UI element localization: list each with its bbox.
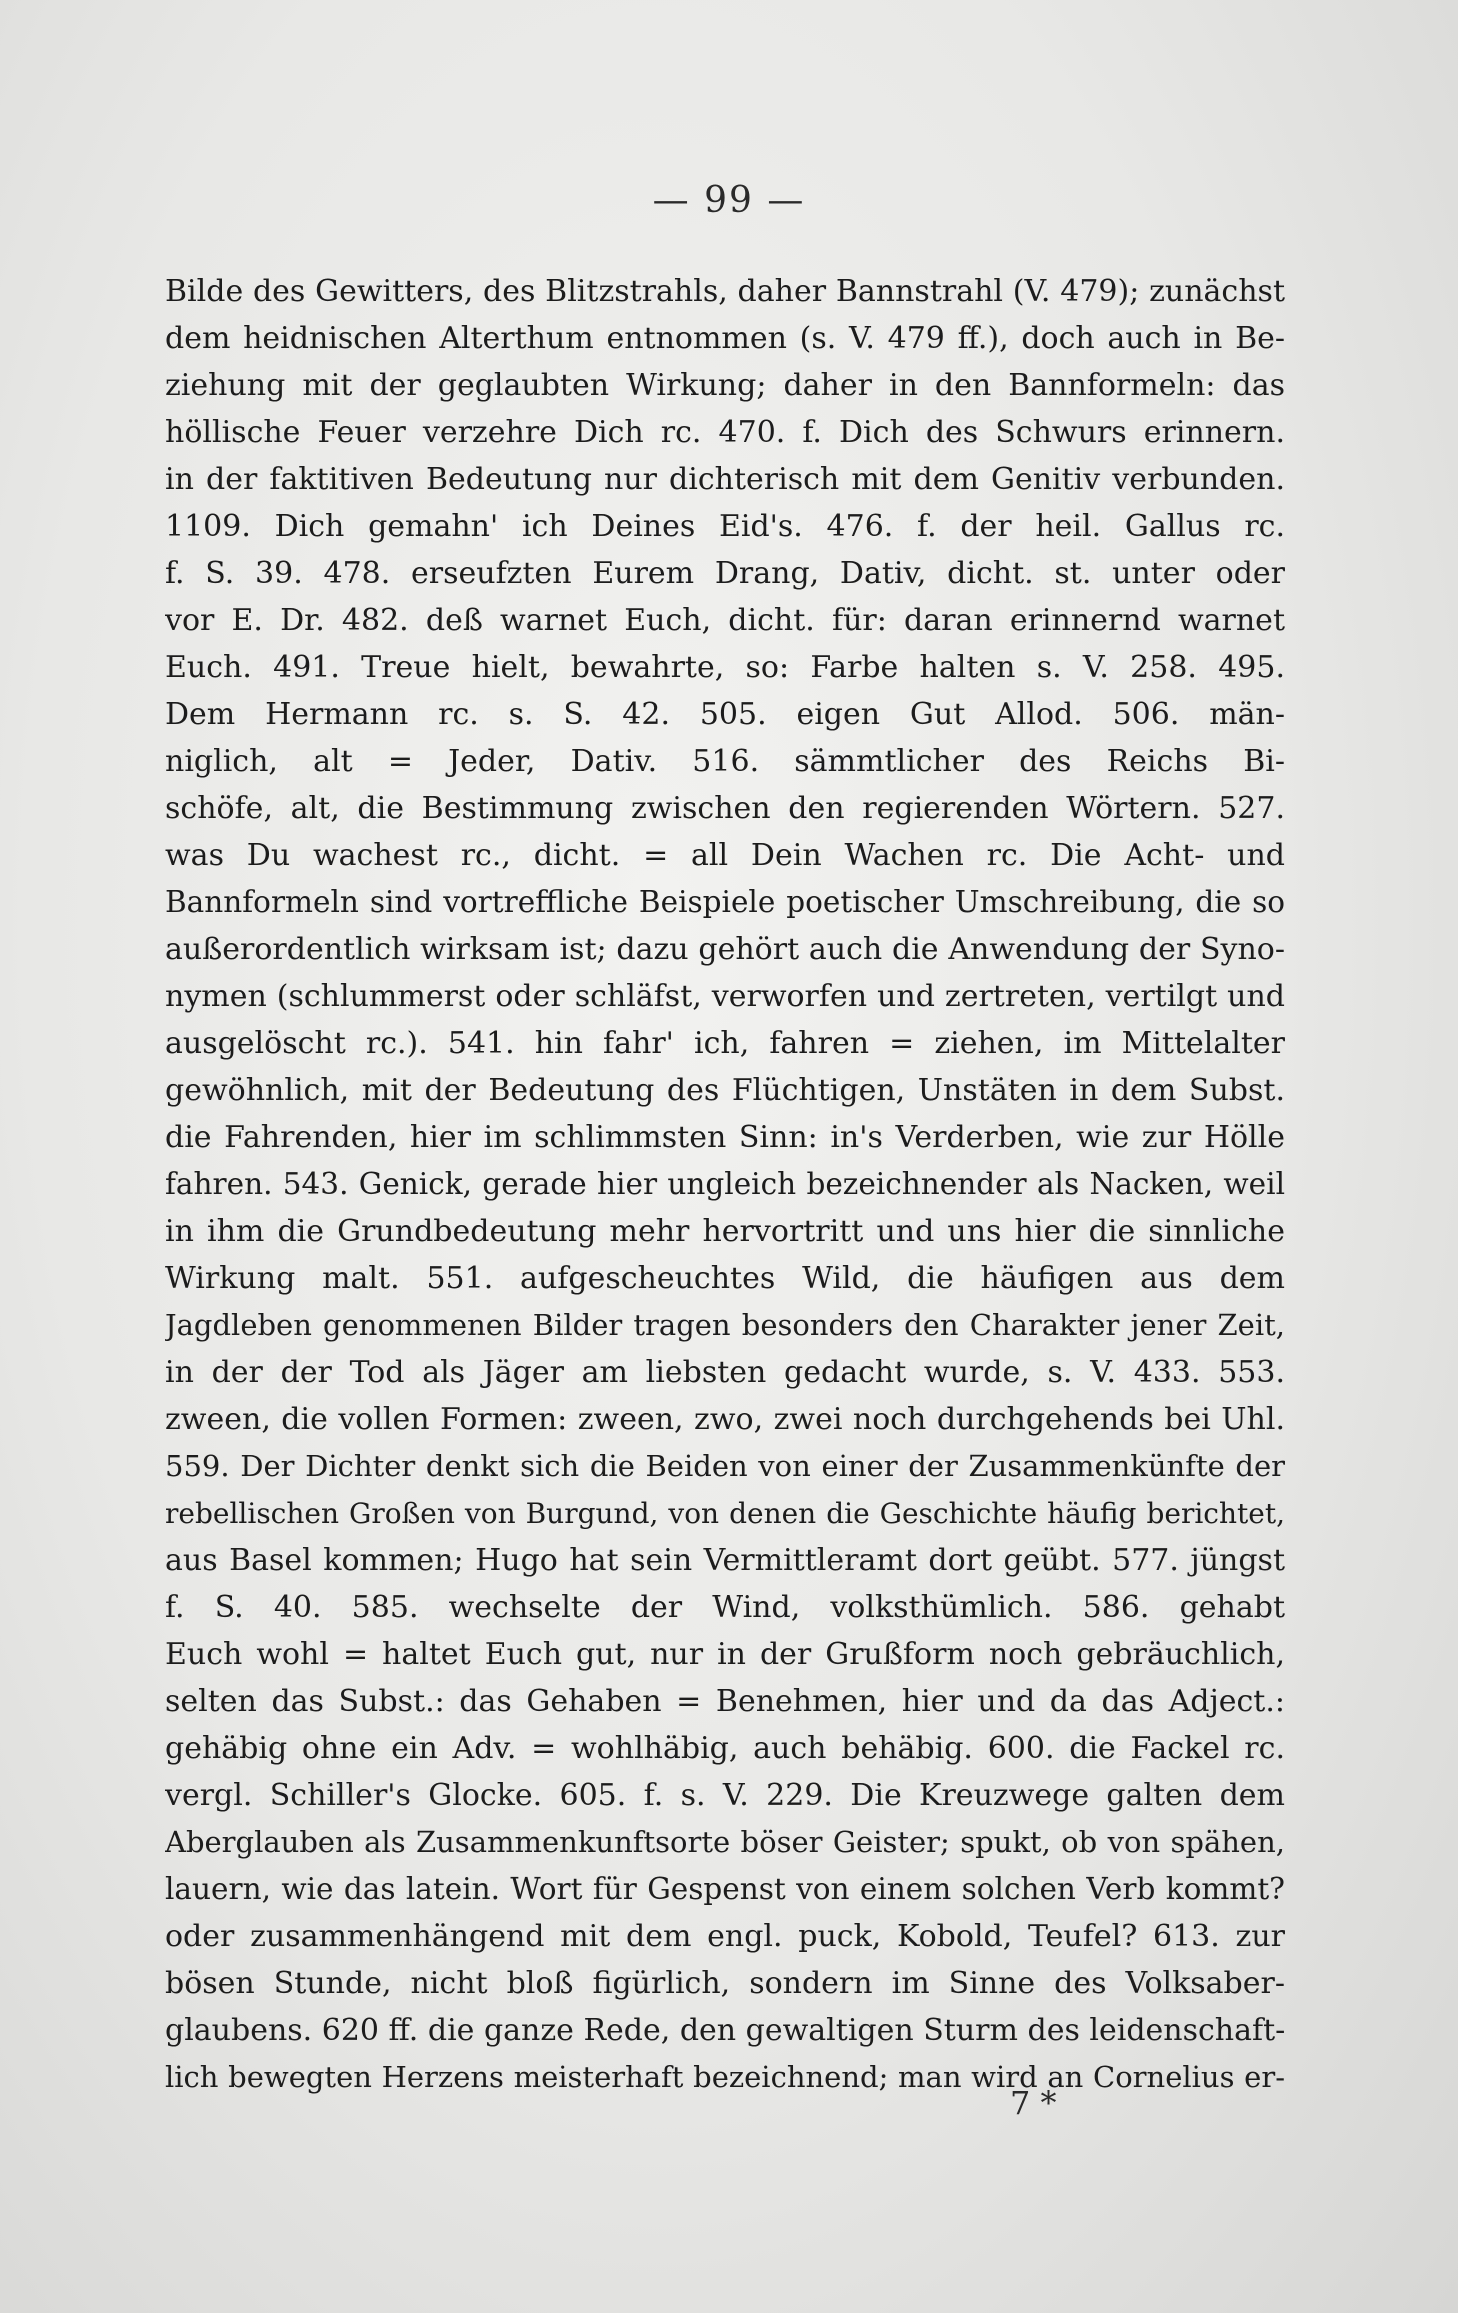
text-line: oder zusammenhängend mit dem engl. puck, Kobold, Teufel? 613. zur [165,1919,1285,1954]
text-line: Jagdleben genommenen Bilder tragen besonders den Charakter jener Zeit, [165,1308,1285,1342]
text-line: zween, die vollen Formen: zween, zwo, zwei noch durchgehends bei Uhl. [165,1402,1285,1437]
text-line: Dem Hermann rc. s. S. 42. 505. eigen Gut Allod. 506. män- [165,697,1285,732]
text-line: gewöhnlich, mit der Bedeutung des Flüchtigen, Unstäten in dem Subst. [165,1073,1285,1108]
text-line: bösen Stunde, nicht bloß figürlich, sondern im Sinne des Volksaber- [165,1966,1285,2001]
text-line: 1109. Dich gemahn' ich Deines Eid's. 476. f. der heil. Gallus rc. [165,509,1285,544]
text-line: Euch. 491. Treue hielt, bewahrte, so: Farbe halten s. V. 258. 495. [165,650,1285,685]
text-line: rebellischen Großen von Burgund, von denen die Geschichte häufig berichtet, [165,1497,1285,1530]
text-line: niglich, alt = Jeder, Dativ. 516. sämmtlicher des Reichs Bi- [165,744,1285,779]
text-line: dem heidnischen Alterthum entnommen (s. V. 479 ff.), doch auch in Be- [165,321,1285,356]
text-line: in der faktitiven Bedeutung nur dichterisch mit dem Genitiv verbunden. [165,462,1285,497]
text-line: fahren. 543. Genick, gerade hier ungleich bezeichnender als Nacken, weil [165,1167,1285,1201]
text-line: was Du wachest rc., dicht. = all Dein Wachen rc. Die Acht- und [165,838,1285,873]
text-line: aus Basel kommen; Hugo hat sein Vermittleramt dort geübt. 577. jüngst [165,1543,1285,1578]
text-line: die Fahrenden, hier im schlimmsten Sinn: in's Verderben, wie zur Hölle [165,1120,1285,1155]
text-line: Aberglauben als Zusammenkunftsorte böser Geister; spukt, ob von spähen, [165,1825,1285,1859]
text-line: lauern, wie das latein. Wort für Gespenst von einem solchen Verb kommt? [165,1872,1285,1906]
text-line: Bannformeln sind vortreffliche Beispiele poetischer Umschreibung, die so [165,885,1285,919]
text-line: ausgelöscht rc.). 541. hin fahr' ich, fahren = ziehen, im Mittelalter [165,1026,1285,1061]
text-line: Euch wohl = haltet Euch gut, nur in der Grußform noch gebräuchlich, [165,1637,1285,1672]
text-line: Wirkung malt. 551. aufgescheuchtes Wild, die häufigen aus dem [165,1261,1285,1296]
text-line: selten das Subst.: das Gehaben = Benehmen, hier und da das Adject.: [165,1684,1285,1719]
page-number: — 99 — [652,180,806,221]
body-text [165,268,1285,2101]
text-line: Bilde des Gewitters, des Blitzstrahls, daher Bannstrahl (V. 479); zunächst [165,274,1285,309]
text-line: f. S. 40. 585. wechselte der Wind, volksthümlich. 586. gehabt [165,1590,1285,1625]
text-line: nymen (schlummerst oder schläfst, verworfen und zertreten, vertilgt und [165,979,1285,1014]
text-line: schöfe, alt, die Bestimmung zwischen den regierenden Wörtern. 527. [165,791,1285,826]
text-line: gehäbig ohne ein Adv. = wohlhäbig, auch behäbig. 600. die Fackel rc. [165,1731,1285,1766]
signature-mark: 7 * [1010,2084,1057,2122]
text-line: in der der Tod als Jäger am liebsten gedacht wurde, s. V. 433. 553. [165,1355,1285,1390]
text-line: in ihm die Grundbedeutung mehr hervortritt und uns hier die sinnliche [165,1214,1285,1249]
text-line: höllische Feuer verzehre Dich rc. 470. f. Dich des Schwurs erinnern. [165,415,1285,450]
text-line: f. S. 39. 478. erseufzten Eurem Drang, Dativ, dicht. st. unter oder [165,556,1285,591]
text-line: außerordentlich wirksam ist; dazu gehört auch die Anwendung der Syno- [165,932,1285,967]
text-line: vor E. Dr. 482. deß warnet Euch, dicht. für: daran erinnernd warnet [165,603,1285,638]
text-line: ziehung mit der geglaubten Wirkung; daher in den Bannformeln: das [165,368,1285,403]
text-line: glaubens. 620 ff. die ganze Rede, den gewaltigen Sturm des leidenschaft- [165,2013,1285,2048]
text-line: 559. Der Dichter denkt sich die Beiden von einer der Zusammenkünfte der [165,1449,1285,1483]
text-line: lich bewegten Herzens meisterhaft bezeichnend; man wird an Cornelius er- [165,2060,1285,2094]
text-line: vergl. Schiller's Glocke. 605. f. s. V. 229. Die Kreuzwege galten dem [165,1778,1285,1813]
